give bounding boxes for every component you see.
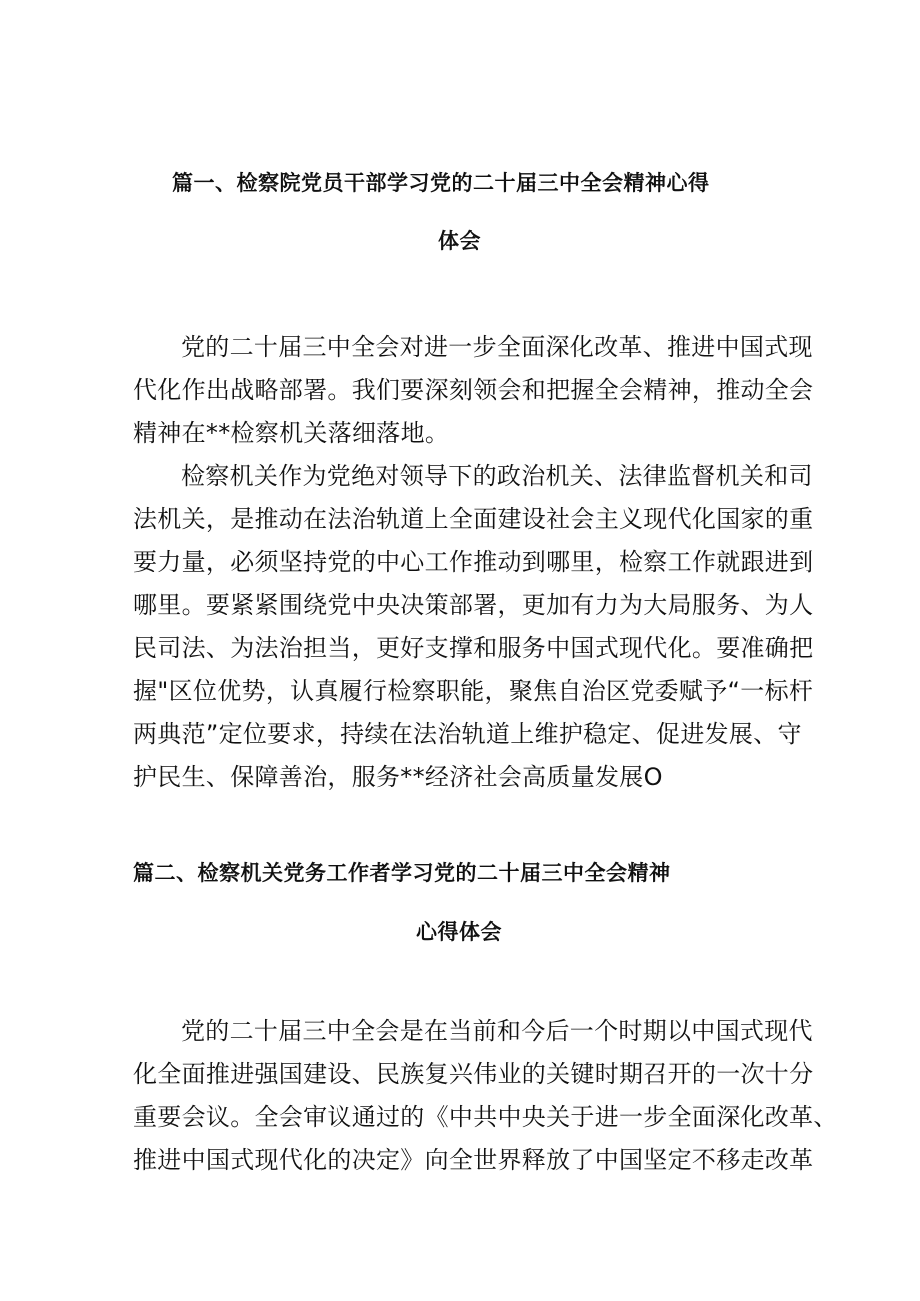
section2-p1-line1: 党的二十届三中全会是在当前和今后一个时期以中国式现代 [181, 1017, 813, 1045]
section1-p1-line1: 党的二十届三中全会对进一步全面深化改革、推进中国式现 [181, 333, 813, 361]
section2-p1-line4: 推进中国式现代化的决定》向全世界释放了中国坚定不移走改革 [133, 1146, 814, 1174]
section1-p2-line4: 哪里。要紧紧围绕党中央决策部署，更加有力为大局服务、为人 [133, 591, 814, 619]
section1-p2-line8: 护民生、保障善治，服务**经济社会高质量发展O [133, 763, 663, 791]
section1-p1-line3: 精神在**检察机关落细落地。 [133, 419, 450, 447]
section1-p2-line1: 检察机关作为党绝对领导下的政治机关、法律监督机关和司 [181, 462, 813, 490]
section1-p1-line2: 代化作出战略部署。我们要深刻领会和把握全会精神，推动全会 [133, 376, 814, 404]
section1-p2-line2: 法机关，是推动在法治轨道上全面建设社会主义现代化国家的重 [133, 505, 814, 533]
section1-p2-line6: 握"区位优势，认真履行检察职能，聚焦自治区党委赋予“一标杆 [133, 677, 814, 705]
section1-title-line1: 篇一、检察院党员干部学习党的二十届三中全会精神心得 [172, 171, 710, 195]
section1-p2-line7: 两典范”定位要求，持续在法治轨道上维护稳定、促进发展、守 [133, 720, 802, 748]
section1-p2-line5: 民司法、为法治担当，更好支撑和服务中国式现代化。要准确把 [133, 634, 814, 662]
section2-title-line1: 篇二、检察机关党务工作者学习党的二十届三中全会精神 [133, 861, 671, 885]
section2-title-line2: 心得体会 [416, 920, 502, 944]
section2-p1-line3: 重要会议。全会审议通过的《中共中央关于进一步全面深化改革、 [133, 1103, 838, 1131]
section2-p1-line2: 化全面推进强国建设、民族复兴伟业的关键时期召开的一次十分 [133, 1060, 814, 1088]
section1-title-line2: 体会 [438, 229, 481, 253]
section1-p2-line3: 要力量，必须坚持党的中心工作推动到哪里，检察工作就跟进到 [133, 548, 814, 576]
